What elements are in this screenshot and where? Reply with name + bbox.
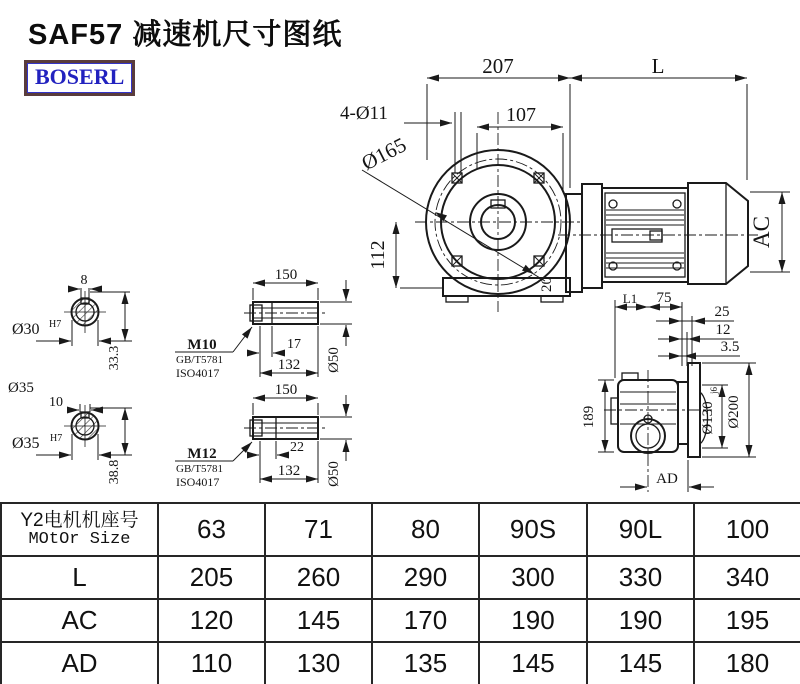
- table-cell: 190: [479, 599, 587, 642]
- table-cell: 120: [158, 599, 265, 642]
- label-bolt-holes: 4-Ø11: [340, 103, 388, 124]
- dim-bore-d35-fit: H7: [50, 433, 63, 444]
- col-header: 63: [158, 503, 265, 556]
- dim-200: Ø200: [726, 395, 742, 429]
- label-thread-m10: M10: [187, 337, 217, 353]
- dim-3-5: 3.5: [720, 339, 740, 355]
- table-cell: 205: [158, 556, 265, 599]
- table-cell: 190: [587, 599, 694, 642]
- dim-bore-d30-fit: H7: [49, 319, 62, 330]
- dim-L: L: [651, 54, 665, 78]
- dim-130-fit: j6: [709, 386, 719, 394]
- insert-shaft-m12: [175, 382, 352, 489]
- dim-depth-33-3: 33.3: [107, 345, 122, 371]
- row-label: L: [1, 556, 158, 599]
- row-label: AC: [1, 599, 158, 642]
- dim-shaft-a-132: 132: [277, 357, 301, 373]
- table-cell: 300: [479, 556, 587, 599]
- dimension-table: [0, 502, 800, 684]
- motor-size-header-en: MOtOr Size: [28, 529, 131, 549]
- table-cell: 145: [479, 642, 587, 684]
- table-cell: 135: [372, 642, 479, 684]
- shaft-section-d35: [12, 395, 132, 484]
- insert-shaft-m10: [175, 267, 352, 380]
- dim-shaft-b-22: 22: [290, 440, 304, 455]
- dim-shaft-b-d50: Ø50: [326, 461, 342, 487]
- table-cell: 330: [587, 556, 694, 599]
- dim-bore-d35: Ø35: [12, 435, 40, 452]
- dim-key-10: 10: [49, 395, 63, 410]
- label-iso-a: ISO4017: [176, 366, 220, 380]
- table-row: [1, 642, 800, 684]
- label-standard-b: GB/T5781: [176, 463, 224, 475]
- label-flange-diameter: Ø165: [357, 132, 411, 176]
- dim-shaft-20: 20: [539, 277, 555, 292]
- boserl-logo-text: BOSERL: [27, 63, 132, 93]
- label-iso-b: ISO4017: [176, 475, 220, 489]
- motor-side-view: [558, 183, 758, 292]
- dim-shaft-b-150: 150: [274, 382, 298, 398]
- motor-size-header: [1, 503, 158, 556]
- dim-L1: L1: [622, 291, 638, 306]
- table-cell: 340: [694, 556, 800, 599]
- motor-fins: [606, 210, 684, 268]
- col-header: 90S: [479, 503, 587, 556]
- label-d35: Ø35: [8, 380, 34, 396]
- col-header: 80: [372, 503, 479, 556]
- dim-AD: AD: [656, 471, 678, 487]
- dim-207: 207: [482, 54, 514, 78]
- motor-size-header-cn: Y2电机机座号: [20, 509, 139, 531]
- table-cell: 180: [694, 642, 800, 684]
- label-standard-a: GB/T5781: [176, 354, 224, 366]
- table-cell: 290: [372, 556, 479, 599]
- shaft-section-d30: [12, 273, 132, 370]
- dim-107: 107: [506, 104, 536, 126]
- col-header: 100: [694, 503, 800, 556]
- dim-shaft-b-132: 132: [277, 463, 301, 479]
- table-cell: 145: [587, 642, 694, 684]
- table-cell: 260: [265, 556, 372, 599]
- gearbox-front-view: [415, 112, 580, 312]
- dim-AC: AC: [749, 216, 774, 248]
- table-cell: 130: [265, 642, 372, 684]
- dim-shaft-a-17: 17: [287, 337, 301, 352]
- dim-bore-d30: Ø30: [12, 321, 40, 338]
- dim-shaft-a-d50: Ø50: [326, 347, 342, 373]
- col-header: 90L: [587, 503, 694, 556]
- table-row: [1, 599, 800, 642]
- dim-25: 25: [714, 304, 730, 320]
- table-cell: 170: [372, 599, 479, 642]
- dim-75: 75: [656, 290, 672, 306]
- output-side-view: [581, 290, 756, 492]
- dim-depth-38-8: 38.8: [107, 459, 122, 485]
- dim-112: 112: [367, 240, 389, 270]
- dim-shaft-a-150: 150: [274, 267, 298, 283]
- row-label: AD: [1, 642, 158, 684]
- page-title: SAF57 减速机尺寸图纸: [28, 19, 343, 51]
- dim-12: 12: [715, 322, 731, 338]
- table-row: [1, 556, 800, 599]
- table-cell: 145: [265, 599, 372, 642]
- label-thread-m12: M12: [187, 446, 217, 462]
- dim-130: Ø130: [700, 401, 716, 435]
- dim-189: 189: [581, 405, 597, 429]
- dim-key-8: 8: [80, 273, 88, 288]
- table-cell: 110: [158, 642, 265, 684]
- table-cell: 195: [694, 599, 800, 642]
- col-header: 71: [265, 503, 372, 556]
- table-header-row: [1, 503, 800, 556]
